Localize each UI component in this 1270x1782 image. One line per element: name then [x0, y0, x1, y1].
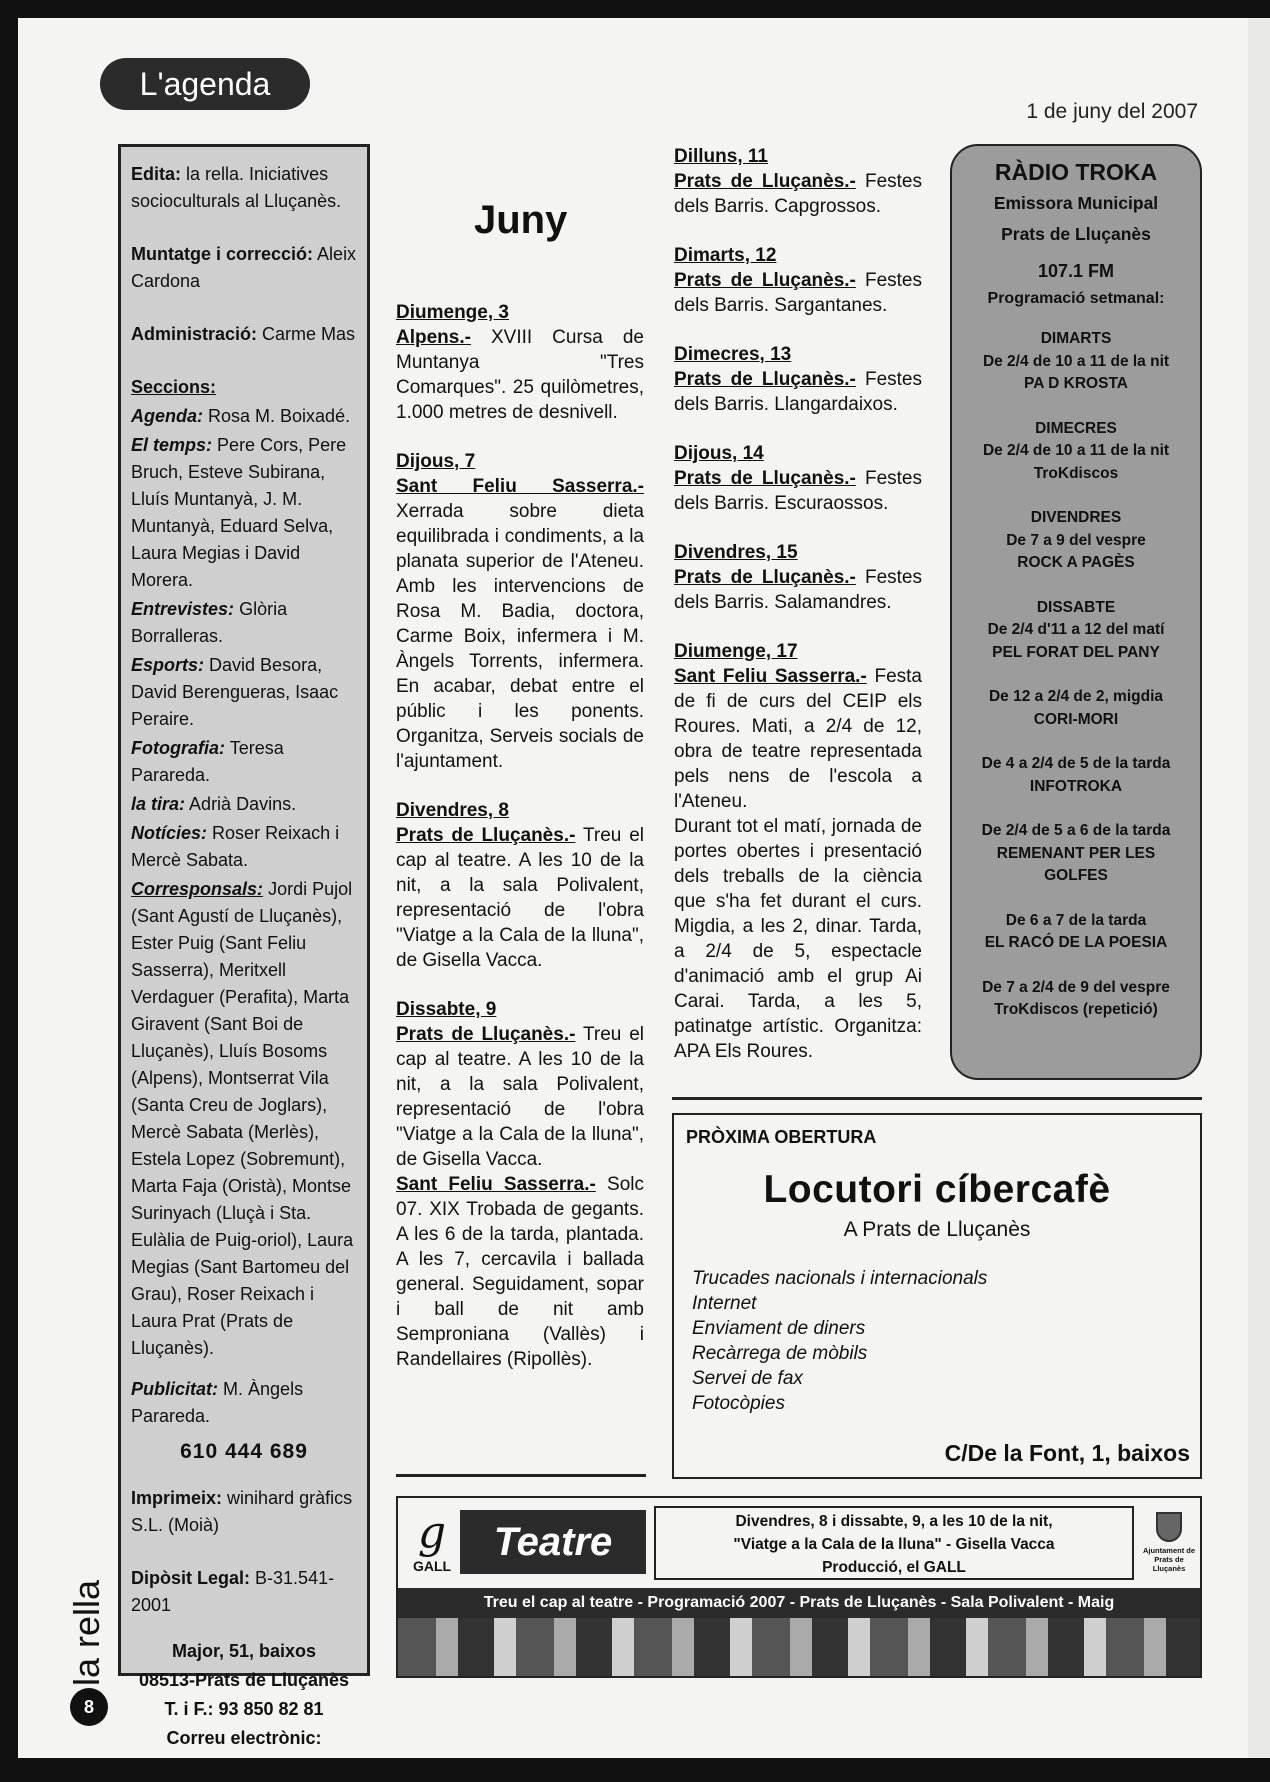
- event-day: Dijous, 7: [396, 451, 476, 472]
- cafe-address: C/De la Font, 1, baixos: [944, 1440, 1190, 1466]
- agenda-event: [674, 243, 922, 318]
- event-description: Durant tot el matí, jornada de portes obertes i presentació dels treballs de la ciència que s'ha fet durant el curs. Migdia, a les 2, dinar. Tarda, a 2/4 de 5, espectacle d'animació amb el grup Ai Carai. Tarda, a les 5, patinatge artístic. Organitza: APA Els Roures.: [674, 816, 922, 1062]
- section-value: Glòria Borralleras.: [131, 599, 288, 646]
- event-day: Dijous, 14: [674, 443, 764, 464]
- section-label: Esports:: [131, 655, 205, 675]
- radio-slot-line: PA D KROSTA: [1024, 375, 1128, 392]
- address-line: Correu electrònic:: [166, 1728, 322, 1748]
- credits-box: [118, 144, 370, 1777]
- radio-slot-line: EL RACÓ DE LA POESIA: [984, 934, 1168, 951]
- theatre-bar: Treu el cap al teatre - Programació 2007 - Prats de Lluçanès - Sala Polivalent - Maig: [398, 1588, 1200, 1618]
- agenda-event: [674, 639, 922, 1064]
- radio-slot-line: CORI-MORI: [1033, 710, 1119, 728]
- event-description: Festes dels Barris. Sargantanes.: [674, 270, 923, 316]
- shield-icon: [1156, 1512, 1182, 1542]
- event-place: Prats de Lluçanès.-: [396, 825, 576, 846]
- radio-slot-line: De 2/4 de 10 a 11 de la nit: [982, 352, 1170, 370]
- radio-slot-line: DIMECRES: [1035, 419, 1117, 437]
- contact-email: larella@mesvilaweb.com: [137, 1757, 351, 1777]
- gall-logo-icon: g GALL: [412, 1507, 452, 1574]
- section-credit: [131, 652, 357, 733]
- radio-slot-line: De 2/4 de 10 a 11 de la nit: [982, 442, 1170, 459]
- radio-slot-line: De 2/4 de 5 a 6 de la tarda: [981, 822, 1171, 839]
- section-value: Pere Cors, Pere Bruch, Esteve Subirana, Lluís Muntanyà, J. M. Muntanyà, Eduard Selva, Laura Megias i David Morera.: [131, 435, 347, 590]
- event-text: [396, 474, 644, 774]
- agenda-event: [396, 300, 644, 425]
- event-text: [396, 1022, 644, 1172]
- address-line: 08513-Prats de Lluçanès: [138, 1670, 350, 1690]
- page-number: 8: [70, 1688, 108, 1726]
- section-credit: [131, 791, 357, 818]
- radio-slot-line: De 2/4 d'11 a 12 del matí: [987, 621, 1165, 638]
- column-rule: [672, 1097, 1202, 1100]
- section-label: la tira:: [131, 794, 186, 814]
- agenda-event: [396, 449, 644, 774]
- event-place: Prats de Lluçanès.-: [674, 468, 856, 489]
- radio-slot-line: De 7 a 2/4 de 9 del vespre: [982, 978, 1170, 996]
- section-credit: [131, 432, 357, 594]
- credit-edita: Edita: la rella. Iniciatives socioculturals al Lluçanès.: [131, 164, 342, 211]
- section-label: Notícies:: [131, 823, 208, 843]
- sections-list: [131, 403, 357, 1362]
- section-credit: [131, 876, 357, 1362]
- contact-address: [131, 1637, 357, 1782]
- radio-schedule-box: [950, 144, 1202, 1080]
- event-day: Diumenge, 3: [396, 302, 509, 323]
- radio-slot: [952, 597, 1200, 665]
- event-description: Treu el cap al teatre. A les 10 de la nit, a la sala Polivalent, representació de l'obra "Viatge a la Cala de la lluna", de Gisella Vacca.: [396, 1024, 645, 1170]
- agenda-event: [674, 342, 922, 417]
- event-text: [674, 466, 922, 516]
- cafe-service: Servei de fax: [692, 1368, 803, 1389]
- radio-slot-line: TroKdiscos: [1033, 464, 1119, 482]
- cafe-name: Locutori cíbercafè: [763, 1168, 1111, 1211]
- event-description: Festes dels Barris. Salamandres.: [674, 567, 923, 613]
- event-day: Dissabte, 9: [396, 999, 497, 1020]
- event-description: Festa de fi de curs del CEIP els Roures. Mati, a 2/4 de 12, obra de teatre representada pels nens de l'escola a l'Ateneu.: [674, 666, 922, 812]
- agenda-event: [396, 1172, 644, 1372]
- agenda-event: [674, 441, 922, 516]
- event-day: Dilluns, 11: [674, 146, 768, 167]
- radio-slot: [952, 507, 1200, 575]
- radio-programming-label: Programació setmanal:: [987, 290, 1165, 307]
- event-place: Prats de Lluçanès.-: [674, 270, 856, 291]
- issue-date: 1 de juny del 2007: [1026, 100, 1198, 123]
- credit-administracio: Administració: Carme Mas: [131, 324, 356, 344]
- radio-slot-line: GOLFES: [1044, 867, 1108, 884]
- credit-muntatge: Muntatge i correcció: Aleix Cardona: [131, 244, 357, 291]
- section-credit: [131, 403, 357, 430]
- radio-slot: [952, 328, 1200, 396]
- cafe-service: Recàrrega de mòbils: [692, 1343, 868, 1364]
- cafe-service: Fotocòpies: [692, 1393, 785, 1414]
- next-page-edge: [1248, 18, 1270, 1758]
- radio-slots: [952, 328, 1200, 1022]
- cafe-town: A Prats de Lluçanès: [843, 1218, 1031, 1241]
- radio-slot-line: PEL FORAT DEL PANY: [992, 643, 1160, 661]
- section-value: Teresa Parareda.: [131, 738, 284, 785]
- event-description: XVIII Cursa de Muntanya "Tres Comarques". 25 quilòmetres, 1.000 metres de desnivell.: [396, 327, 644, 423]
- section-credit: [131, 596, 357, 650]
- event-description: Festes dels Barris. Capgrossos.: [674, 171, 923, 217]
- section-label: Corresponsals:: [131, 879, 264, 899]
- agenda-event: [396, 997, 644, 1172]
- event-place: Prats de Lluçanès.-: [396, 1024, 576, 1045]
- event-place: Prats de Lluçanès.-: [674, 171, 856, 192]
- radio-slot-line: DISSABTE: [1036, 598, 1116, 616]
- event-day: Diumenge, 17: [674, 641, 798, 662]
- section-credit: [131, 820, 357, 874]
- section-label: El temps:: [131, 435, 213, 455]
- radio-slot-line: DIVENDRES: [1030, 509, 1122, 526]
- event-description: Solc 07. XIX Trobada de gegants. A les 6 de la tarda, plantada. A les 7, cercavila i ballada general. Seguidament, sopar i ball de nit amb Semproniana (Vallès) i Randellaires (Ripollès).: [396, 1174, 645, 1370]
- radio-subtitle: Prats de Lluçanès: [1001, 224, 1151, 244]
- radio-slot: [952, 977, 1200, 1022]
- radio-slot: [952, 686, 1200, 731]
- teatre-heading: Teatre: [460, 1510, 646, 1574]
- radio-slot: [952, 418, 1200, 486]
- cafe-heading: PRÒXIMA OBERTURA: [686, 1127, 877, 1147]
- radio-slot-line: TroKdiscos (repetició): [994, 1001, 1158, 1018]
- la-rella-logo: la rella: [66, 1579, 107, 1686]
- section-label: Entrevistes:: [131, 599, 235, 619]
- event-place: Sant Feliu Sasserra.-: [674, 666, 867, 687]
- cafe-service: Trucades nacionals i internacionals: [692, 1268, 988, 1289]
- agenda-event: [674, 144, 922, 219]
- event-description: Xerrada sobre dieta equilibrada i condiments, a la planata superior de l'Ateneu. Amb les intervencions de Rosa M. Badia, doctora, Carme Boix, infermera i M. Àngels Torrents, infermera. En acabar, debat entre el públic i les ponents. Organitza, Serveis socials de l'ajuntament.: [396, 501, 644, 772]
- event-day: Divendres, 15: [674, 542, 798, 563]
- advertising-phone: 610 444 689: [180, 1440, 308, 1463]
- event-text: [674, 664, 922, 814]
- event-place: Sant Feliu Sasserra.-: [396, 476, 644, 497]
- section-value: Rosa M. Boixadé.: [208, 406, 351, 426]
- cybercafe-ad: [672, 1113, 1202, 1479]
- event-text: [674, 268, 922, 318]
- event-text: [396, 1172, 644, 1372]
- section-value: Roser Reixach i Mercè Sabata.: [131, 823, 340, 870]
- radio-title: RÀDIO TROKA: [994, 159, 1158, 185]
- radio-slot-line: De 6 a 7 de la tarda: [1005, 911, 1147, 929]
- section-label: Agenda:: [131, 406, 203, 426]
- event-text: [674, 367, 922, 417]
- month-title: Juny: [474, 198, 568, 242]
- radio-slot-line: DIMARTS: [1040, 330, 1112, 347]
- section-credit: [131, 735, 357, 789]
- event-text: [396, 325, 644, 425]
- events-column-2: [674, 144, 922, 1088]
- radio-slot: [952, 910, 1200, 955]
- radio-slot-line: INFOTROKA: [1029, 777, 1123, 795]
- town-crest-icon: Ajuntament de Prats de Lluçanès: [1142, 1506, 1196, 1580]
- address-line: Major, 51, baixos: [171, 1641, 317, 1661]
- theatre-ad: [396, 1496, 1202, 1678]
- radio-slot-line: ROCK A PAGÈS: [1017, 554, 1135, 571]
- address-line: T. i F.: 93 850 82 81: [164, 1699, 324, 1719]
- radio-slot: [952, 820, 1200, 888]
- events-column-1: [396, 300, 644, 1396]
- credit-diposit: Dipòsit Legal: B-31.541-2001: [131, 1568, 335, 1615]
- radio-slot-line: De 7 a 9 del vespre: [1006, 531, 1146, 549]
- radio-frequency: 107.1 FM: [1037, 261, 1115, 281]
- column-rule: [396, 1474, 646, 1477]
- event-place: Alpens.-: [396, 327, 471, 348]
- cafe-services: [692, 1266, 1190, 1416]
- event-day: Divendres, 8: [396, 800, 509, 821]
- event-place: Prats de Lluçanès.-: [674, 567, 856, 588]
- radio-slot-line: De 12 a 2/4 de 2, migdia: [988, 688, 1164, 705]
- theatre-info: Divendres, 8 i dissabte, 9, a les 10 de la nit, "Viatge a la Cala de la lluna" - Gisella Vacca Producció, el GALL: [654, 1506, 1134, 1580]
- radio-slot: [952, 753, 1200, 798]
- agenda-event: [674, 540, 922, 615]
- event-day: Dimarts, 12: [674, 245, 777, 266]
- cafe-service: Enviament de diners: [692, 1318, 866, 1339]
- cafe-service: Internet: [692, 1293, 757, 1314]
- section-value: Adrià Davins.: [189, 794, 297, 814]
- credit-imprimeix: Imprimeix: winihard gràfics S.L. (Moià): [131, 1488, 353, 1535]
- event-place: Sant Feliu Sasserra.-: [396, 1174, 596, 1195]
- event-description: Treu el cap al teatre. A les 10 de la nit, a la sala Polivalent, representació de l'obra "Viatge a la Cala de la lluna", de Gisella Vacca.: [396, 825, 645, 971]
- radio-subtitle: Emissora Municipal: [993, 193, 1159, 213]
- section-tab: L'agenda: [100, 58, 310, 110]
- credit-publicitat: Publicitat: M. Àngels Parareda.: [131, 1379, 304, 1426]
- event-description: Festes dels Barris. Escuraossos.: [674, 468, 923, 514]
- event-text: [396, 823, 644, 973]
- event-text: [674, 565, 922, 615]
- section-value: David Besora, David Berengueras, Isaac Peraire.: [131, 655, 339, 729]
- section-label: Fotografia:: [131, 738, 225, 758]
- event-description: Festes dels Barris. Llangardaixos.: [674, 369, 923, 415]
- theatre-photo-strip: [398, 1618, 1200, 1676]
- section-value: Jordi Pujol (Sant Agustí de Lluçanès), Ester Puig (Sant Feliu Sasserra), Meritxell Verdaguer (Perafita), Marta Giravent (Sant Boi de Lluçanès), Lluís Bosoms (Alpens), Montserrat Vila (Santa Creu de Joglars), Mercè Sabata (Merlès), Estela Lopez (Sobremunt), Marta Faja (Oristà), Montse Surinyach (Lluçà i Sta. Eulàlia de Puig-oriol), Laura Megias (Sant Bartomeu del Grau), Roser Reixach i Laura Prat (Prats de Lluçanès).: [131, 879, 354, 1358]
- radio-slot-line: De 4 a 2/4 de 5 de la tarda: [981, 755, 1171, 772]
- event-day: Dimecres, 13: [674, 344, 792, 365]
- event-text: [674, 169, 922, 219]
- agenda-event: [396, 798, 644, 973]
- credit-seccions: Seccions:: [131, 377, 217, 397]
- radio-slot-line: REMENANT PER LES: [996, 844, 1156, 862]
- event-place: Prats de Lluçanès.-: [674, 369, 856, 390]
